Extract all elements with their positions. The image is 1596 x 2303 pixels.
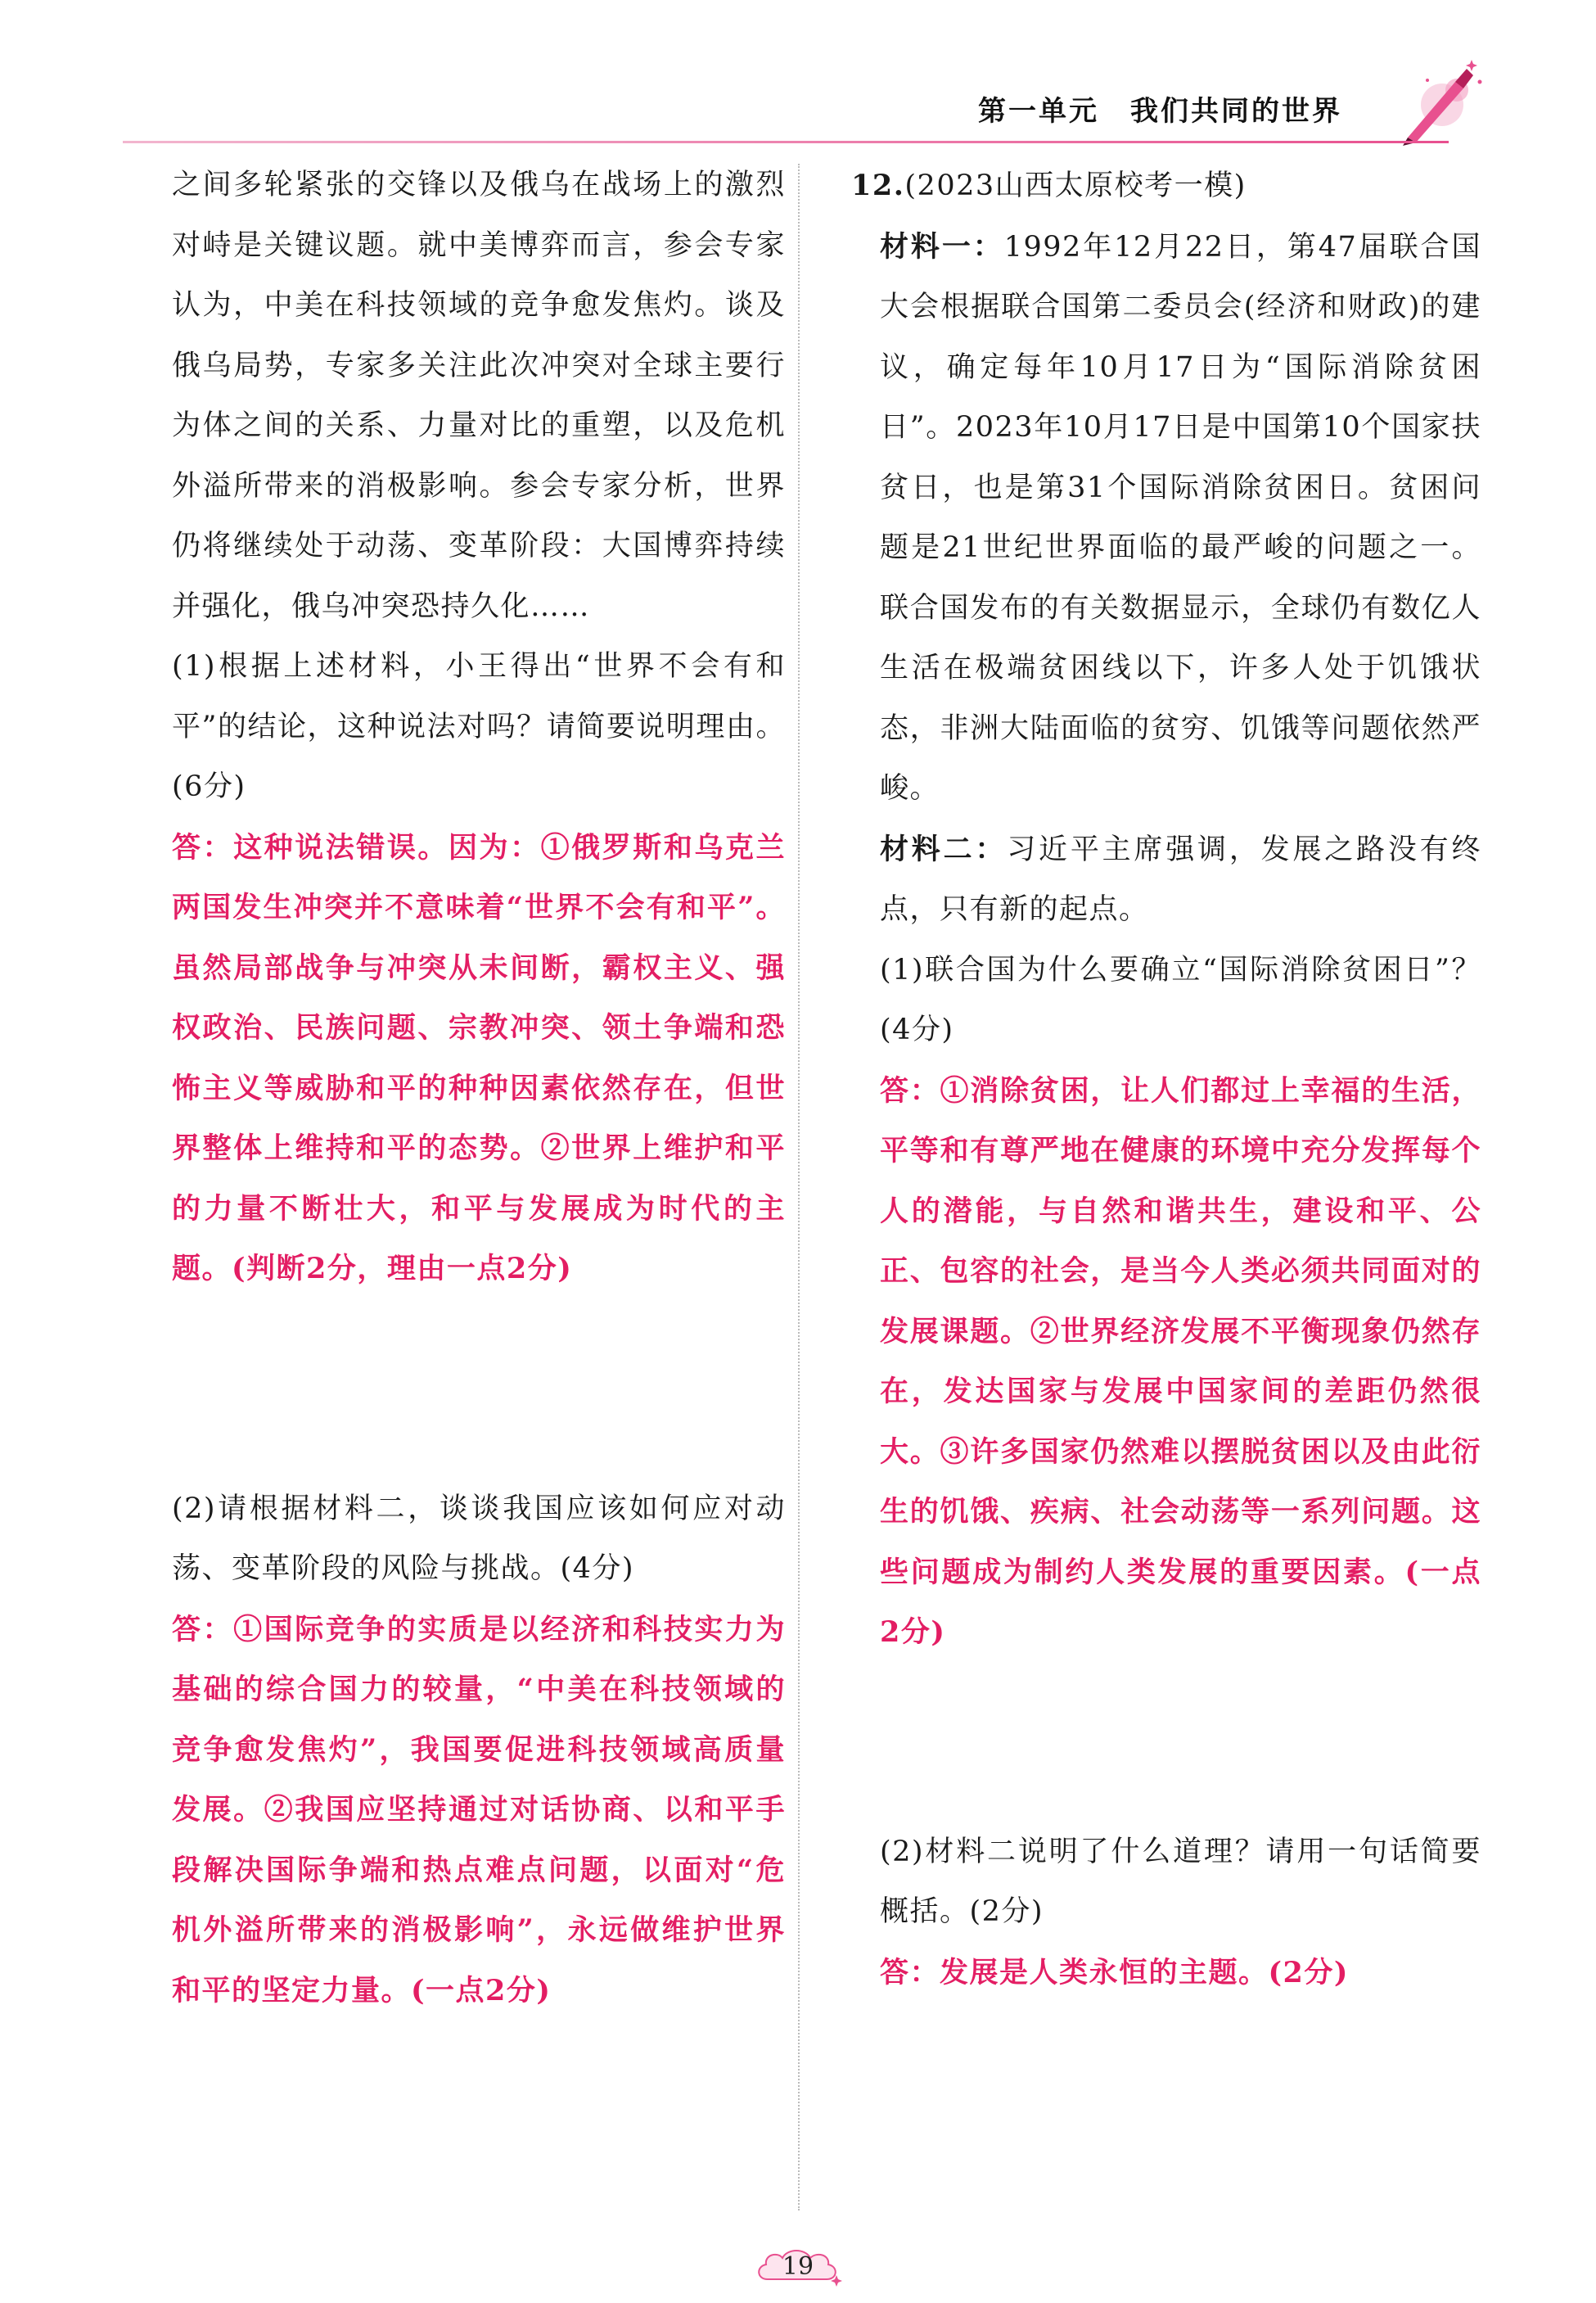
question-12-2-prompt: (2)材料二说明了什么道理？请用一句话简要概括。(2分): [880, 1835, 1481, 1928]
material-1-label: 材料一：: [880, 229, 1004, 264]
material-2-text: 习近平主席强调，发展之路没有终点，只有新的起点。: [880, 833, 1481, 926]
question-12-1-answer: 答：①消除贫困，让人们都过上幸福的生活，平等和有尊严地在健康的环境中充分发挥每个人的潜能，与自然和谐共生，建设和平、公正、包容的社会，是当今人类必须共同面对的发展课题。②世界经济发展不平衡现象仍然存在，发达国家与发展中国家间的差距仍然很大。③许多国家仍然难以摆脱贫困以及由此衍生的饥饿、疾病、社会动荡等一系列问题。这些问题成为制约人类发展的重要因素。(一点2分): [880, 1073, 1481, 1649]
question-12-heading: [851, 156, 1481, 217]
question-12-1-prompt: (1)联合国为什么要确立“国际消除贫困日”？(4分): [880, 953, 1481, 1046]
question-1-answer: 答：这种说法错误。因为：①俄罗斯和乌克兰两国发生冲突并不意味着“世界不会有和平”。虽然局部战争与冲突从未间断，霸权主义、强权政治、民族问题、宗教冲突、领土争端和恐怖主义等威胁和平的种种因素依然存在，但世界整体上维持和平的态势。②世界上维护和平的力量不断壮大，和平与发展成为时代的主题。(判断2分，理由一点2分): [172, 830, 786, 1285]
question-1-prompt: (1)根据上述材料，小王得出“世界不会有和平”的结论，这种说法对吗？请简要说明理由。(6分): [172, 650, 786, 803]
material-1-text: 1992年12月22日，第47届联合国大会根据联合国第二委员会(经济和财政)的建议，确定每年10月17日为“国际消除贫困日”。2023年10月17日是中国第10个国家扶贫日，也是第31个国际消除贫困日。贫困问题是21世纪世界面临的最严峻的问题之一。联合国发布的有关数据显示，全球仍有数亿人生活在极端贫困线以下，许多人处于饥饿状态，非洲大陆面临的贫穷、饥饿等问题依然严峻。: [880, 230, 1481, 805]
material-2: [851, 820, 1481, 941]
page-header-title: [978, 88, 1342, 129]
page-number: [753, 2243, 843, 2289]
pen-decoration-icon: [1391, 57, 1490, 147]
question-2-answer: 答：①国际竞争的实质是以经济和科技实力为基础的综合国力的较量，“中美在科技领域的竞争愈发焦灼”，我国要促进科技领域高质量发展。②我国应坚持通过对话协商、以和平手段解决国际争端和热点难点问题，以面对“危机外溢所带来的消极影响”，永远做维护世界和平的坚定力量。(一点2分): [172, 1612, 786, 2007]
material-continuation: 之间多轮紧张的交锋以及俄乌在战场上的激烈对峙是关键议题。就中美博弈而言，参会专家认为，中美在科技领域的竞争愈发焦灼。谈及俄乌局势，专家多关注此次冲突对全球主要行为体之间的关系、力量对比的重塑，以及危机外溢所带来的消极影响。参会专家分析，世界仍将继续处于动荡、变革阶段：大国博弈持续并强化，俄乌冲突恐持久化……: [172, 169, 786, 623]
header-divider: [123, 141, 1449, 143]
question-number: 12.: [851, 169, 905, 202]
left-column: [172, 156, 786, 2021]
material-1: [851, 217, 1481, 820]
unit-label: 第一单元: [978, 95, 1099, 128]
material-2-label: 材料二：: [880, 832, 1008, 866]
question-2-prompt: (2)请根据材料二，谈谈我国应该如何应对动荡、变革阶段的风险与挑战。(4分): [172, 1492, 786, 1585]
unit-title: 我们共同的世界: [1130, 95, 1342, 128]
question-12-2-answer: 答：发展是人类永恒的主题。(2分): [880, 1955, 1349, 1989]
column-divider: [798, 164, 800, 2210]
question-source: (2023山西太原校考一模): [904, 169, 1247, 202]
page-number-text: 19: [782, 2251, 814, 2281]
right-column: [851, 156, 1481, 2003]
